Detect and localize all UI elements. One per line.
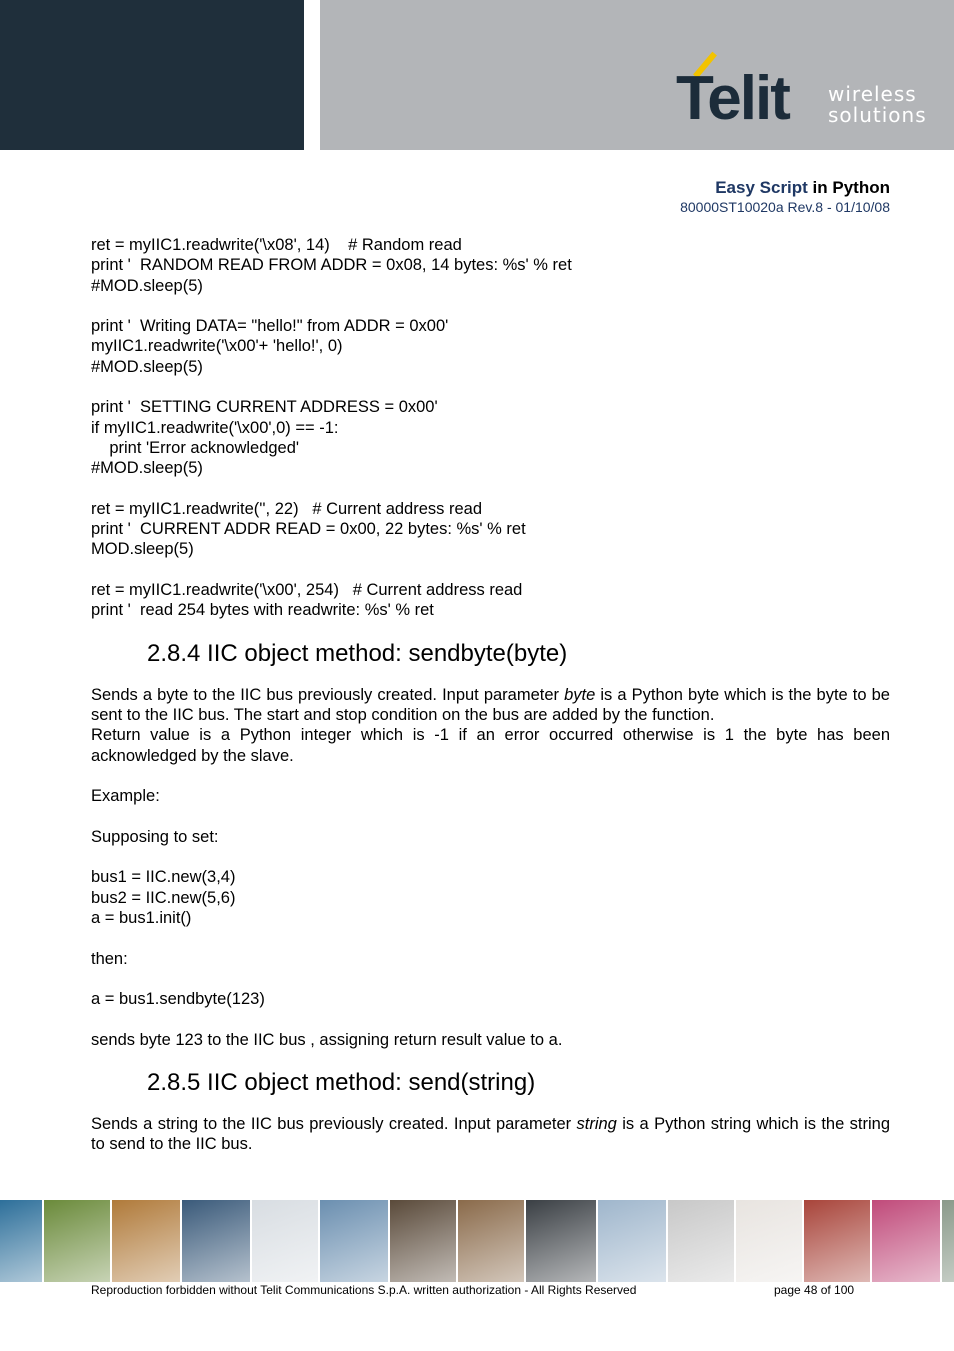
text-run: Sends a byte to the IIC bus previously created. Input parameter <box>91 685 565 704</box>
code-line: print ' CURRENT ADDR READ = 0x00, 22 bytes: %s' % ret <box>91 520 526 539</box>
code-line: print 'Error acknowledged' <box>91 438 300 457</box>
code-line: print ' SETTING CURRENT ADDRESS = 0x00' <box>91 398 438 417</box>
text-run: Sends a string to the IIC bus previously created. Input parameter <box>91 1114 577 1133</box>
blank-line <box>91 479 890 499</box>
paragraph-send-description <box>91 1114 890 1155</box>
page-content <box>91 235 890 1155</box>
footer-copyright: Reproduction forbidden without Telit Communications S.p.A. written authorization - All Rights Reserved <box>91 1283 637 1297</box>
photo-tile <box>668 1200 734 1282</box>
code-line: print ' RANDOM READ FROM ADDR = 0x08, 14 bytes: %s' % ret <box>91 256 572 275</box>
logo-tagline <box>828 84 927 126</box>
photo-tile <box>872 1200 940 1282</box>
code-line: #MOD.sleep(5) <box>91 357 203 376</box>
photo-tile <box>390 1200 456 1282</box>
code-line: bus2 = IIC.new(5,6) <box>91 888 236 907</box>
code-line: a = bus1.sendbyte(123) <box>91 990 265 1009</box>
code-line: a = bus1.init() <box>91 908 192 927</box>
code-line: print ' Writing DATA= "hello!" from ADDR = 0x00' <box>91 317 449 336</box>
example-label: Example: <box>91 787 160 806</box>
page-number: page 48 of 100 <box>774 1283 855 1297</box>
telit-logo <box>676 50 936 133</box>
document-reference: 80000ST10020a Rev.8 - 01/10/08 <box>680 199 890 215</box>
code-line: MOD.sleep(5) <box>91 540 194 559</box>
code-line: print ' read 254 bytes with readwrite: %s' % ret <box>91 601 434 620</box>
section-heading-send: 2.8.5 IIC object method: send(string) <box>147 1068 536 1096</box>
section-heading-sendbyte: 2.8.4 IIC object method: sendbyte(byte) <box>147 639 568 667</box>
photo-tile <box>44 1200 110 1282</box>
code-line: myIIC1.readwrite('\x00'+ 'hello!', 0) <box>91 337 343 356</box>
code-line: #MOD.sleep(5) <box>91 276 203 295</box>
footer-photo-strip <box>0 1200 954 1282</box>
blank-line <box>91 296 890 316</box>
photo-tile <box>458 1200 524 1282</box>
supposing-label: Supposing to set: <box>91 827 219 846</box>
emphasis-text: string <box>576 1114 617 1133</box>
photo-tile <box>112 1200 180 1282</box>
code-line: #MOD.sleep(5) <box>91 459 203 478</box>
photo-tile <box>804 1200 870 1282</box>
photo-tile <box>0 1200 42 1282</box>
code-line: bus1 = IIC.new(3,4) <box>91 868 236 887</box>
photo-tile <box>526 1200 596 1282</box>
text-run: is a Python byte which is the byte to be sent to the IIC bus. The start and stop condition on the bus are added by the function. <box>91 685 890 724</box>
code-line: ret = myIIC1.readwrite('\x08', 14) # Random read <box>91 236 462 254</box>
blank-line <box>91 377 890 397</box>
document-title <box>715 178 890 198</box>
logo-tagline-line-1: wireless <box>828 82 917 106</box>
photo-tile <box>252 1200 318 1282</box>
emphasis-text: byte <box>564 685 596 704</box>
text-run: is a Python string which is the string to send to the IIC bus. <box>91 1114 890 1154</box>
paragraph-sendbyte-description <box>91 685 890 726</box>
header-dark-block <box>0 0 304 150</box>
logo-tagline-line-2: solutions <box>828 103 927 127</box>
photo-tile <box>598 1200 666 1282</box>
then-label: then: <box>91 949 128 968</box>
code-line: ret = myIIC1.readwrite('\x00', 254) # Current address read <box>91 581 523 600</box>
result-text: sends byte 123 to the IIC bus , assigning return result value to a. <box>91 1030 563 1049</box>
photo-tile <box>320 1200 388 1282</box>
paragraph-return-value: Return value is a Python integer which is -1 if an error occurred otherwise is 1 the byte has been acknowledged by the slave. <box>91 726 890 765</box>
code-listing <box>91 235 890 621</box>
photo-tile <box>736 1200 802 1282</box>
code-line: ret = myIIC1.readwrite('', 22) # Current address read <box>91 499 482 518</box>
document-title-rest: in Python <box>807 178 890 197</box>
logo-wordmark: Telit <box>676 64 789 133</box>
photo-tile <box>182 1200 250 1282</box>
document-title-brand: Easy Script <box>715 178 808 197</box>
blank-line <box>91 560 890 580</box>
photo-tile <box>942 1200 954 1282</box>
code-line: if myIIC1.readwrite('\x00',0) == -1: <box>91 418 339 437</box>
